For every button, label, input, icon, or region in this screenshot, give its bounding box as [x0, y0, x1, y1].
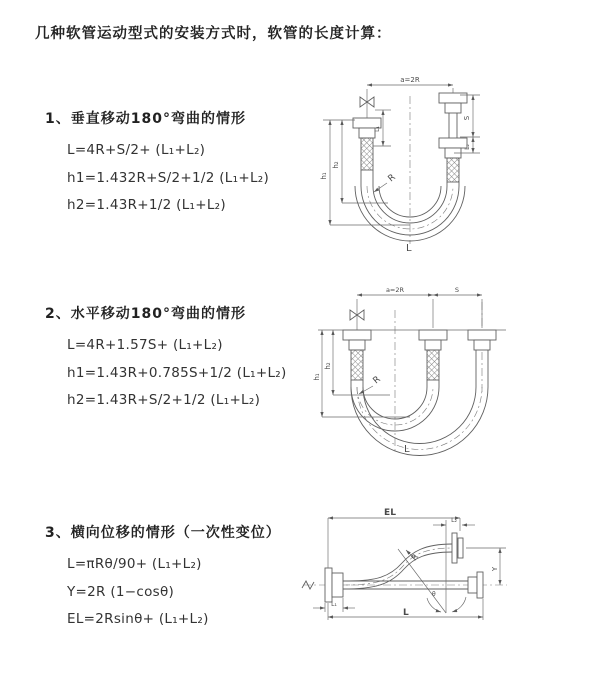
horizontal-180-bend-drawing: [310, 282, 515, 464]
section-3-heading: 3、横向位移的情形（一次性变位）: [45, 525, 281, 541]
right-pipe-fitting: [439, 93, 467, 182]
formula-line: L=πRθ/90+ (L₁+L₂): [67, 556, 202, 572]
right-pipe-fitting: [468, 330, 496, 350]
dim-label-l2: L₂: [451, 517, 457, 524]
diagram-3: [300, 505, 515, 635]
dim-label-el: EL: [384, 508, 396, 518]
dim-label-h1: h₁: [320, 172, 328, 180]
formula-line: h1=1.43R+0.785S+1/2 (L₁+L₂): [67, 364, 287, 381]
dim-label-theta: θ: [432, 591, 436, 598]
braided-hose-section: [447, 158, 459, 182]
right-flange: [468, 572, 483, 598]
centerline-break-mark: [302, 581, 314, 589]
section-1-formulas: [67, 137, 269, 220]
dim-label-h2: h₂: [324, 362, 332, 370]
section-1-heading: 1、垂直移动180°弯曲的情形: [45, 111, 246, 127]
section-3: [45, 522, 281, 634]
hose-u-bends: [351, 350, 488, 456]
lateral-displacement-drawing: [300, 505, 515, 635]
dimension-labels: [331, 508, 499, 618]
dim-label-l2: L₂: [464, 144, 471, 150]
braided-hose-section: [427, 350, 439, 380]
middle-pipe-fitting: [419, 330, 447, 380]
dim-label-l1: L₁: [374, 126, 381, 132]
braided-hose-section: [361, 138, 373, 170]
dim-label-a2r: a=2R: [385, 286, 405, 294]
formula-line: h2=1.43R+S/2+1/2 (L₁+L₂): [67, 392, 261, 408]
s-curved-hose-displaced: [343, 544, 452, 589]
dim-label-y: Y: [491, 566, 499, 572]
formula-line: EL=2Rsinθ+ (L₁+L₂): [67, 611, 209, 627]
section-2-heading: 2、水平移动180°弯曲的情形: [45, 306, 246, 322]
section-3-formulas: [67, 551, 281, 634]
page-title: 几种软管运动型式的安装方式时，软管的长度计算：: [35, 26, 392, 42]
section-2-formulas: [67, 332, 287, 415]
vertical-180-bend-drawing: [313, 66, 503, 261]
formula-line: L=4R+1.57S+ (L₁+L₂): [67, 337, 223, 353]
dimension-lines: [318, 295, 506, 417]
formula-line: h2=1.43R+1/2 (L₁+L₂): [67, 197, 226, 213]
diagram-1: [313, 66, 503, 261]
dim-label-l: L: [403, 608, 409, 618]
left-pipe-fitting: [353, 118, 381, 170]
dimension-lines: [313, 518, 506, 620]
dim-label-r: R: [371, 374, 383, 387]
dim-label-l: L: [404, 444, 410, 455]
dim-label-h1: h₁: [313, 373, 321, 381]
dim-label-h2: h₂: [332, 161, 340, 169]
dim-label-a2r: a=2R: [400, 76, 420, 84]
braided-hose-section: [351, 350, 363, 380]
dim-label-l1: L₁: [331, 601, 337, 608]
formula-line: h1=1.432R+S/2+1/2 (L₁+L₂): [67, 169, 270, 186]
diagram-2: [310, 282, 515, 464]
dim-label-r: R: [409, 552, 421, 563]
section-2: [45, 303, 287, 415]
dim-label-r: R: [386, 172, 398, 185]
left-flange: [325, 568, 343, 602]
formula-line: Y=2R (1−cosθ): [67, 583, 175, 600]
dim-label-s: S: [454, 286, 460, 294]
left-pipe-fitting: [343, 330, 371, 380]
dim-label-l: L: [406, 243, 412, 254]
section-1: [45, 108, 269, 220]
upper-right-flange: [452, 533, 463, 563]
formula-line: L=4R+S/2+ (L₁+L₂): [67, 142, 206, 158]
dim-label-s: S: [463, 115, 471, 121]
